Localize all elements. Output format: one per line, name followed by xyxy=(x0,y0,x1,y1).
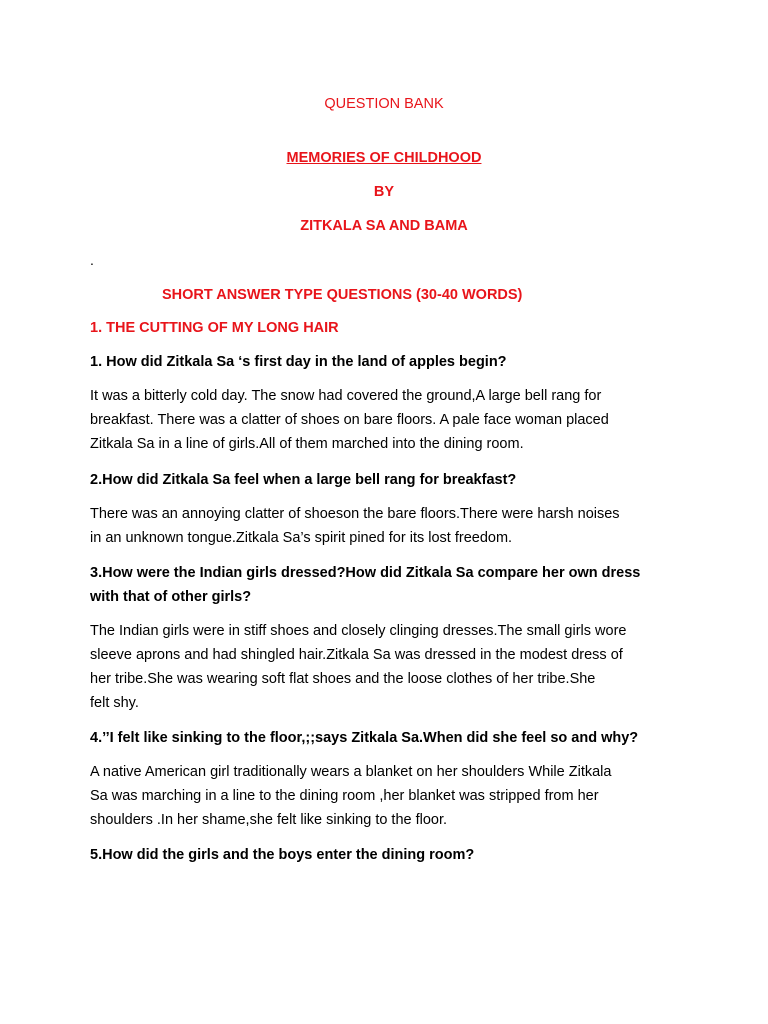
answer-4 xyxy=(90,760,690,832)
question-line: 1. How did Zitkala Sa ‘s first day in the land of apples begin? xyxy=(90,354,507,370)
chapter-heading: 1. THE CUTTING OF MY LONG HAIR xyxy=(90,320,339,336)
answer-line: A native American girl traditionally wears a blanket on her shoulders While Zitkala xyxy=(90,764,612,780)
answer-line: Sa was marching in a line to the dining room ,her blanket was stripped from her xyxy=(90,788,599,804)
stray-dot: . xyxy=(90,252,94,268)
question-4 xyxy=(90,726,690,750)
question-line: 2.How did Zitkala Sa feel when a large bell rang for breakfast? xyxy=(90,472,517,488)
answer-line: shoulders .In her shame,she felt like sinking to the floor. xyxy=(90,812,448,828)
answer-3 xyxy=(90,619,690,715)
question-1 xyxy=(90,350,690,374)
answer-line: It was a bitterly cold day. The snow had covered the ground,A large bell rang for xyxy=(90,388,602,404)
answer-2 xyxy=(90,502,690,550)
question-bank-heading: QUESTION BANK xyxy=(324,96,444,112)
answer-line: The Indian girls were in stiff shoes and closely clinging dresses.The small girls wore xyxy=(90,623,627,639)
answer-line: breakfast. There was a clatter of shoes on bare floors. A pale face woman placed xyxy=(90,412,609,428)
by-line: BY xyxy=(373,184,395,200)
question-line: 5.How did the girls and the boys enter the dining room? xyxy=(90,847,475,863)
question-line: 3.How were the Indian girls dressed?How did Zitkala Sa compare her own dress xyxy=(90,565,641,581)
section-heading: SHORT ANSWER TYPE QUESTIONS (30-40 WORDS) xyxy=(162,287,523,303)
answer-line: sleeve aprons and had shingled hair.Zitkala Sa was dressed in the modest dress of xyxy=(90,647,623,663)
authors-line: ZITKALA SA AND BAMA xyxy=(300,218,468,234)
document-title: MEMORIES OF CHILDHOOD xyxy=(286,150,482,166)
question-3 xyxy=(90,561,690,609)
answer-line: felt shy. xyxy=(90,695,139,711)
answer-line: There was an annoying clatter of shoeson the bare floors.There were harsh noises xyxy=(90,506,620,522)
answer-line: Zitkala Sa in a line of girls.All of them marched into the dining room. xyxy=(90,436,524,452)
question-2 xyxy=(90,468,690,492)
answer-line: in an unknown tongue.Zitkala Sa’s spirit pined for its lost freedom. xyxy=(90,530,513,546)
answer-1 xyxy=(90,384,690,456)
question-line: with that of other girls? xyxy=(90,589,252,605)
answer-line: her tribe.She was wearing soft flat shoes and the loose clothes of her tribe.She xyxy=(90,671,596,687)
question-5 xyxy=(90,843,690,867)
question-line: 4.’’I felt like sinking to the floor,;;says Zitkala Sa.When did she feel so and why? xyxy=(90,730,639,746)
